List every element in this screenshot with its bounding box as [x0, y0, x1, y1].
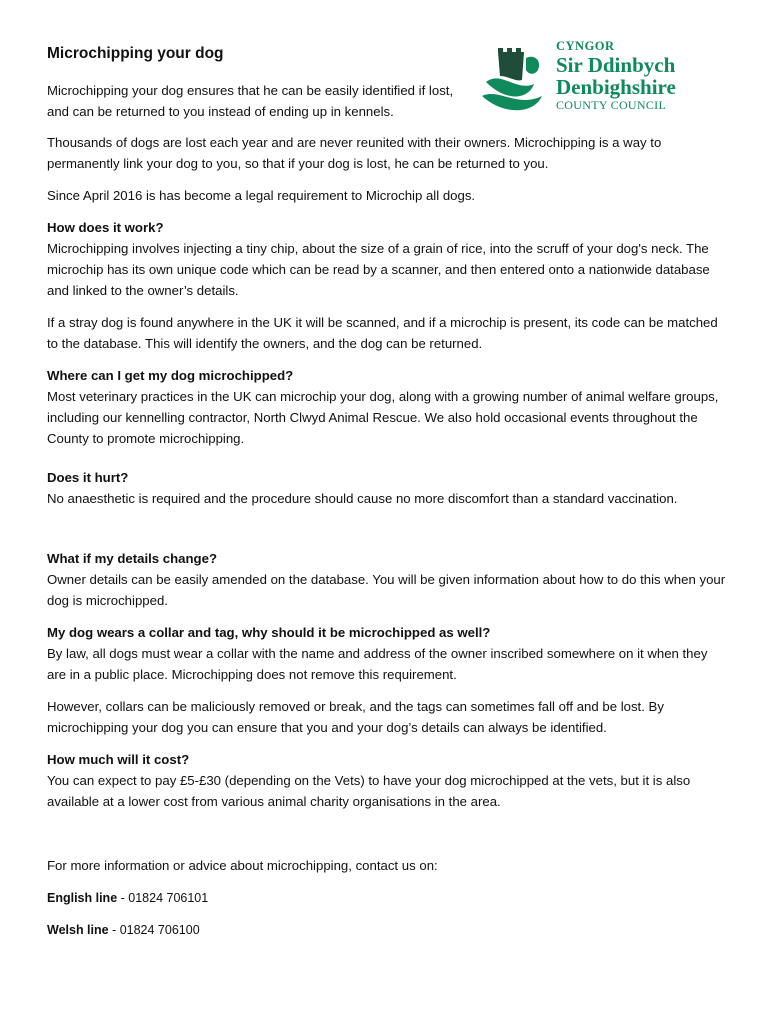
section-how-body2: If a stray dog is found anywhere in the UK it will be scanned, and if a microchip is present, its code can be matched to the database. This will identify the owners, and the dog can be returned.: [47, 315, 718, 351]
section-heading: Where can I get my dog microchipped?: [47, 368, 294, 383]
welsh-line: [47, 920, 727, 941]
section-heading: How does it work?: [47, 220, 164, 235]
section-body: You can expect to pay £5-£30 (depending on the Vets) to have your dog microchipped at the vets, but it is also available at a lower cost from various animal charity organisations in the area.: [47, 773, 691, 809]
logo-county-council: COUNTY COUNCIL: [556, 98, 667, 112]
section-hurt: [47, 467, 727, 509]
legal-paragraph: Since April 2016 is has become a legal requirement to Microchip all dogs.: [47, 188, 476, 203]
contact-intro: For more information or advice about microchipping, contact us on:: [47, 858, 438, 873]
english-line: [47, 888, 727, 909]
english-line-number: - 01824 706101: [117, 891, 209, 905]
council-logo: [476, 38, 696, 118]
castle-wave-logo-icon: [476, 40, 554, 118]
section-heading: My dog wears a collar and tag, why should it be microchipped as well?: [47, 625, 491, 640]
section-collar: [47, 622, 727, 685]
section-body: By law, all dogs must wear a collar with the name and address of the owner inscribed somewhere on it when they are in a public place. Microchipping does not remove this requirement.: [47, 646, 708, 682]
english-line-label: English line: [47, 891, 118, 905]
section-body: Owner details can be easily amended on the database. You will be given information about how to do this when your dog is microchipped.: [47, 572, 726, 608]
section-body: Most veterinary practices in the UK can microchip your dog, along with a growing number of animal welfare groups, including our kennelling contractor, North Clwyd Animal Rescue. We also hold occasional events throughout the County to promote microchipping.: [47, 389, 719, 446]
logo-line-welsh: Sir Ddinbych: [556, 53, 676, 77]
welsh-line-label: Welsh line: [47, 923, 109, 937]
page-title: Microchipping your dog: [47, 45, 224, 62]
section-cost: [47, 749, 727, 812]
section-how: [47, 217, 727, 301]
logo-line-english: Denbighshire: [556, 75, 676, 99]
welsh-line-number: - 01824 706100: [108, 923, 200, 937]
section-collar-body2: However, collars can be maliciously removed or break, and the tags can sometimes fall off and be lost. By microchipping your dog you can ensure that you and your dog’s details can always be identified.: [47, 699, 664, 735]
section-heading: How much will it cost?: [47, 752, 190, 767]
section-where: [47, 365, 727, 449]
section-heading: What if my details change?: [47, 551, 218, 566]
logo-cyngor: CYNGOR: [556, 39, 615, 53]
section-body: No anaesthetic is required and the procedure should cause no more discomfort than a standard vaccination.: [47, 491, 678, 506]
section-change: [47, 548, 727, 611]
intro-paragraph: Microchipping your dog ensures that he can be easily identified if lost, and can be returned to you instead of ending up in kennels.: [47, 83, 454, 119]
section-body: Microchipping involves injecting a tiny chip, about the size of a grain of rice, into the scruff of your dog's neck. The microchip has its own unique code which can be read by a scanner, and then entered onto a nationwide database and linked to the owner’s details.: [47, 241, 710, 298]
section-heading: Does it hurt?: [47, 470, 129, 485]
lost-dogs-paragraph: Thousands of dogs are lost each year and are never reunited with their owners. Microchipping is a way to permanently link your dog to you, so that if your dog is lost, he can be returned to you.: [47, 135, 662, 171]
